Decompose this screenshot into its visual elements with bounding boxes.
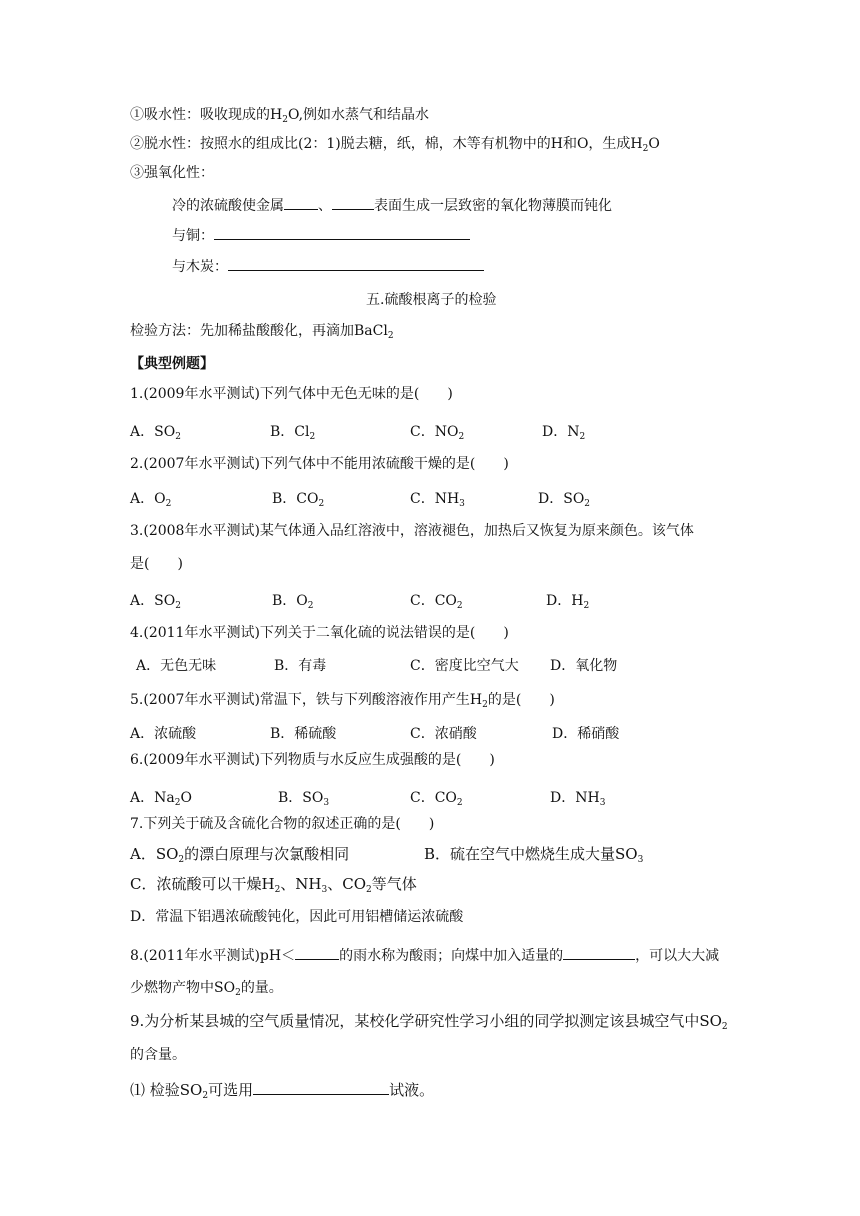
option-b[interactable]: B．稀硫酸 <box>270 726 337 742</box>
circled-number: ① <box>130 107 144 123</box>
fill-blank[interactable] <box>228 256 484 271</box>
text: 表面生成一层致密的氧化物薄膜而钝化 <box>374 198 612 214</box>
option-d[interactable]: D．稀硝酸 <box>552 726 620 742</box>
option-d[interactable]: D．$SO_2$ <box>538 491 591 509</box>
option-d[interactable]: D．$NH_3$ <box>550 790 606 808</box>
question-stem: 4.(2011年水平测试)下列关于二氧化硫的说法错误的是( ) <box>130 625 509 641</box>
option-b[interactable]: B．有毒 <box>274 658 327 674</box>
option-a[interactable]: A．$SO_2$ <box>130 424 181 442</box>
option-a[interactable]: A．无色无味 <box>136 658 217 674</box>
subscript: 2 <box>282 115 288 125</box>
test-method <box>130 322 394 345</box>
property-text: 吸收现成的H <box>200 107 283 123</box>
question-stem: 8.(2011年水平测试)pH＜ 的雨水称为酸雨；向煤中加入适量的 ，可以大大减 <box>130 945 719 965</box>
option-d[interactable]: D．$H_2$ <box>546 593 590 611</box>
fill-blank[interactable] <box>563 945 635 960</box>
fill-blank[interactable] <box>332 195 374 210</box>
question-stem: 3.(2008年水平测试)某气体通入品红溶液中，溶液褪色，加热后又恢复为原来颜色。该气体 <box>130 523 694 539</box>
question-stem-cont: 是( ) <box>130 556 183 572</box>
fill-blank[interactable] <box>295 945 339 960</box>
examples-heading: 【典型例题】 <box>130 356 214 372</box>
option-b[interactable]: B．$SO_3$ <box>278 790 330 808</box>
question-stem: 2.(2007年水平测试)下列气体中不能用浓硫酸干燥的是( ) <box>130 456 509 472</box>
property-text: 按照水的组成比(2：1)脱去糖，纸，棉，木等有机物中的H和O，生成H <box>200 136 643 152</box>
option-b[interactable]: B．$Cl_2$ <box>270 424 316 442</box>
label: 与铜： <box>172 228 214 244</box>
sub-question-1: ⑴ 检验$SO_2$可选用 试液。 <box>130 1081 435 1101</box>
option-c[interactable]: C．$NO_2$ <box>410 424 465 442</box>
property-oxidize <box>130 164 214 182</box>
option-b[interactable]: B．硫在空气中燃烧生成大量$SO_3$ <box>424 845 644 865</box>
question-stem: 6.(2009年水平测试)下列物质与水反应生成强酸的是( ) <box>130 752 495 768</box>
option-c[interactable]: C．$NH_3$ <box>410 491 465 509</box>
option-a[interactable]: A．$SO_2$ <box>130 593 181 611</box>
section-title: 五.硫酸根离子的检验 <box>366 292 497 308</box>
text: 冷的浓硫酸使金属 <box>172 198 284 214</box>
text: 、 <box>318 198 332 214</box>
property-name: 强氧化性： <box>144 165 214 181</box>
fill-blank[interactable] <box>284 195 318 210</box>
property-dehydrate <box>130 135 660 158</box>
option-d[interactable]: D．$N_2$ <box>542 424 586 442</box>
question-stem: 7.下列关于硫及含硫化合物的叙述正确的是( ) <box>130 816 435 832</box>
option-a[interactable]: A．浓硫酸 <box>130 726 197 742</box>
property-text: O <box>648 136 660 152</box>
option-b[interactable]: B．$O_2$ <box>272 593 314 611</box>
circled-number: ② <box>130 136 144 152</box>
question-stem: 5.(2007年水平测试)常温下，铁与下列酸溶液作用产生$H_2$的是( ) <box>130 692 555 710</box>
option-d[interactable]: D．氧化物 <box>550 658 618 674</box>
option-a[interactable]: A．$O_2$ <box>130 491 172 509</box>
property-name: 吸水性： <box>144 107 200 123</box>
carbon-line <box>172 256 484 276</box>
property-name: 脱水性： <box>144 136 200 152</box>
subscript: 2 <box>387 331 394 341</box>
question-stem: 9.为分析某县城的空气质量情况，某校化学研究性学习小组的同学拟测定该县城空气中$SO_2$ <box>130 1012 728 1032</box>
fill-blank[interactable] <box>253 1080 389 1095</box>
question-stem-cont: 少燃物产物中$SO_2$的量。 <box>130 980 283 998</box>
fill-blank[interactable] <box>214 225 470 240</box>
option-c[interactable]: C．密度比空气大 <box>410 658 519 674</box>
copper-line <box>172 225 470 245</box>
property-text: O,例如水蒸气和结晶水 <box>287 107 430 123</box>
option-d[interactable]: D．常温下铝遇浓硫酸钝化，因此可用铝槽储运浓硫酸 <box>130 909 464 925</box>
option-a[interactable]: A．$Na_2O$ <box>130 790 192 808</box>
option-c[interactable]: C．浓硝酸 <box>410 726 477 742</box>
option-c[interactable]: C．$CO_2$ <box>410 593 463 611</box>
option-a[interactable]: A．$SO_2$的漂白原理与次氯酸相同 <box>130 845 350 865</box>
property-water-absorb <box>130 106 429 129</box>
label: 与木炭： <box>172 259 228 275</box>
option-c[interactable]: C．浓硫酸可以干燥$H_2$、$NH_3$、$CO_2$等气体 <box>130 875 417 895</box>
circled-number: ③ <box>130 165 144 181</box>
question-stem: 1.(2009年水平测试)下列气体中无色无味的是( ) <box>130 386 453 402</box>
subscript: 2 <box>642 144 649 154</box>
text: 检验方法：先加稀盐酸酸化，再滴加BaCl <box>130 323 388 339</box>
passivation-line <box>172 195 612 215</box>
option-c[interactable]: C．$CO_2$ <box>410 790 463 808</box>
option-b[interactable]: B．$CO_2$ <box>272 491 325 509</box>
question-stem-cont: 的含量。 <box>130 1047 186 1063</box>
